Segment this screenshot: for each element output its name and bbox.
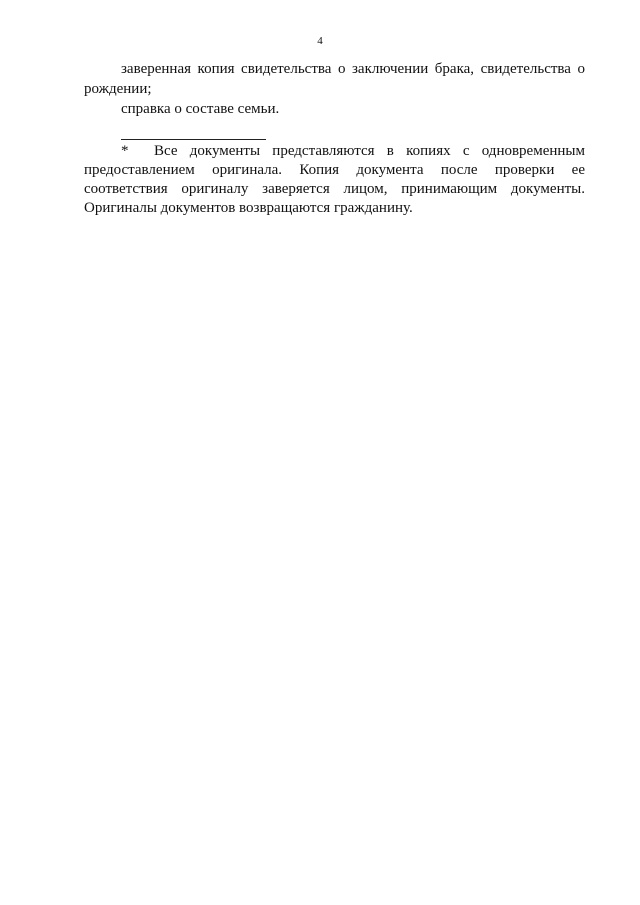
- paragraph-family-composition: справка о составе семьи.: [121, 101, 280, 117]
- footnote-text: [84, 142, 585, 218]
- paragraph-marriage-certificate: заверенная копия свидетельства о заключении брака, свидетельства о рождении;: [84, 61, 585, 97]
- page-number: 4: [317, 35, 323, 47]
- footnote-separator: [121, 139, 266, 140]
- footnote-body: Все документы представляются в копиях с одновременным предоставлением оригинала. Копия документа после проверки ее соответствия оригиналу заверяется лицом, принимающим документы. Оригиналы документов возвращаются гражданину.: [84, 143, 585, 216]
- footnote: [84, 142, 585, 218]
- footnote-marker: *: [121, 143, 129, 159]
- document-body: [84, 59, 585, 119]
